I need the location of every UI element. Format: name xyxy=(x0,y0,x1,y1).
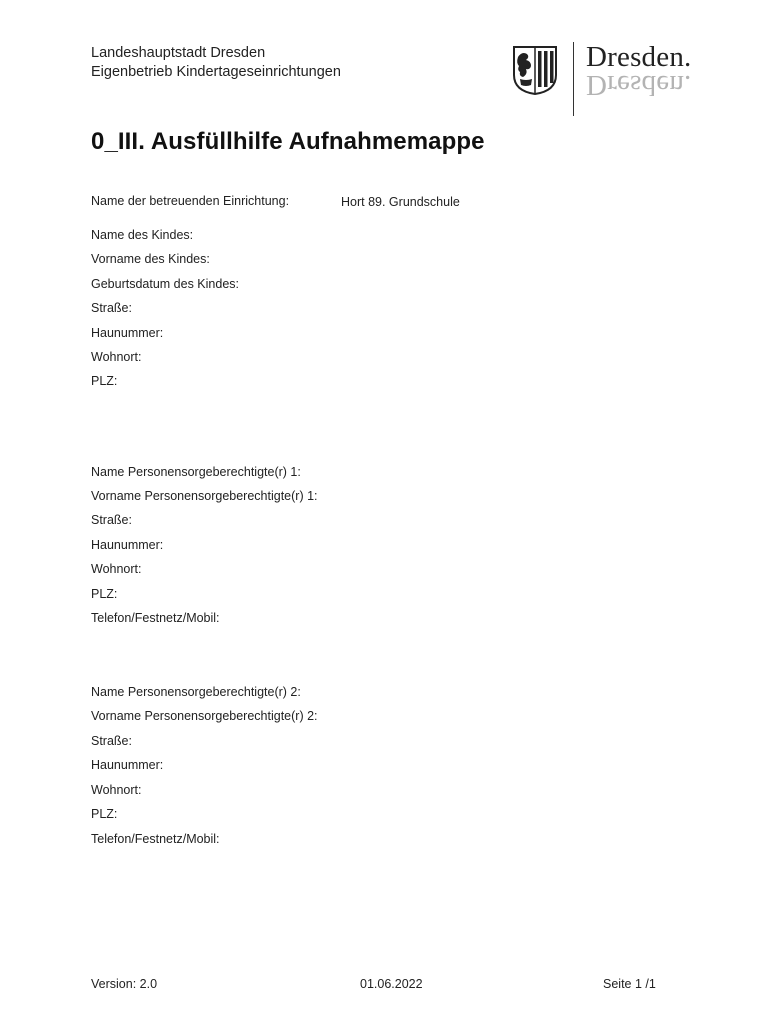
field-child-street: Straße: xyxy=(91,301,132,315)
field-guardian2-street: Straße: xyxy=(91,734,132,748)
footer-page-number: Seite 1 /1 xyxy=(603,977,656,991)
org-name: Landeshauptstadt Dresden xyxy=(91,45,266,61)
field-child-name: Name des Kindes: xyxy=(91,228,194,242)
field-guardian1-zip: PLZ: xyxy=(91,587,118,601)
logo-wordmark-reflection: Dresden. xyxy=(586,69,692,101)
field-guardian1-name: Name Personensorgeberechtigte(r) 1: xyxy=(91,465,301,479)
field-guardian1-phone: Telefon/Festnetz/Mobil: xyxy=(91,611,220,625)
field-guardian1-firstname: Vorname Personensorgeberechtigte(r) 1: xyxy=(91,489,318,503)
field-child-housenumber: Haunummer: xyxy=(91,326,164,340)
dresden-logo xyxy=(512,42,712,118)
field-guardian2-city: Wohnort: xyxy=(91,783,142,797)
field-guardian2-firstname: Vorname Personensorgeberechtigte(r) 2: xyxy=(91,709,318,723)
field-guardian2-name: Name Personensorgeberechtigte(r) 2: xyxy=(91,685,301,699)
logo-wordmark: Dresden. xyxy=(586,41,692,73)
coat-of-arms-icon xyxy=(512,45,558,95)
field-child-city: Wohnort: xyxy=(91,350,142,364)
field-guardian1-city: Wohnort: xyxy=(91,562,142,576)
footer-version: Version: 2.0 xyxy=(91,977,158,991)
organization-header xyxy=(91,44,341,82)
field-guardian1-street: Straße: xyxy=(91,513,132,527)
field-guardian2-housenumber: Haunummer: xyxy=(91,758,164,772)
document-title: 0_III. Ausfüllhilfe Aufnahmemappe xyxy=(91,128,485,155)
field-guardian1-housenumber: Haunummer: xyxy=(91,538,164,552)
field-child-zip: PLZ: xyxy=(91,374,118,388)
field-child-birthdate: Geburtsdatum des Kindes: xyxy=(91,277,239,291)
institution-label: Name der betreuenden Einrichtung: xyxy=(91,194,290,208)
field-guardian2-zip: PLZ: xyxy=(91,807,118,821)
institution-value: Hort 89. Grundschule xyxy=(341,195,460,209)
field-guardian2-phone: Telefon/Festnetz/Mobil: xyxy=(91,832,220,846)
footer-date: 01.06.2022 xyxy=(360,977,423,991)
field-child-firstname: Vorname des Kindes: xyxy=(91,252,210,266)
org-department: Eigenbetrieb Kindertageseinrichtungen xyxy=(91,64,341,80)
logo-divider xyxy=(573,42,574,116)
